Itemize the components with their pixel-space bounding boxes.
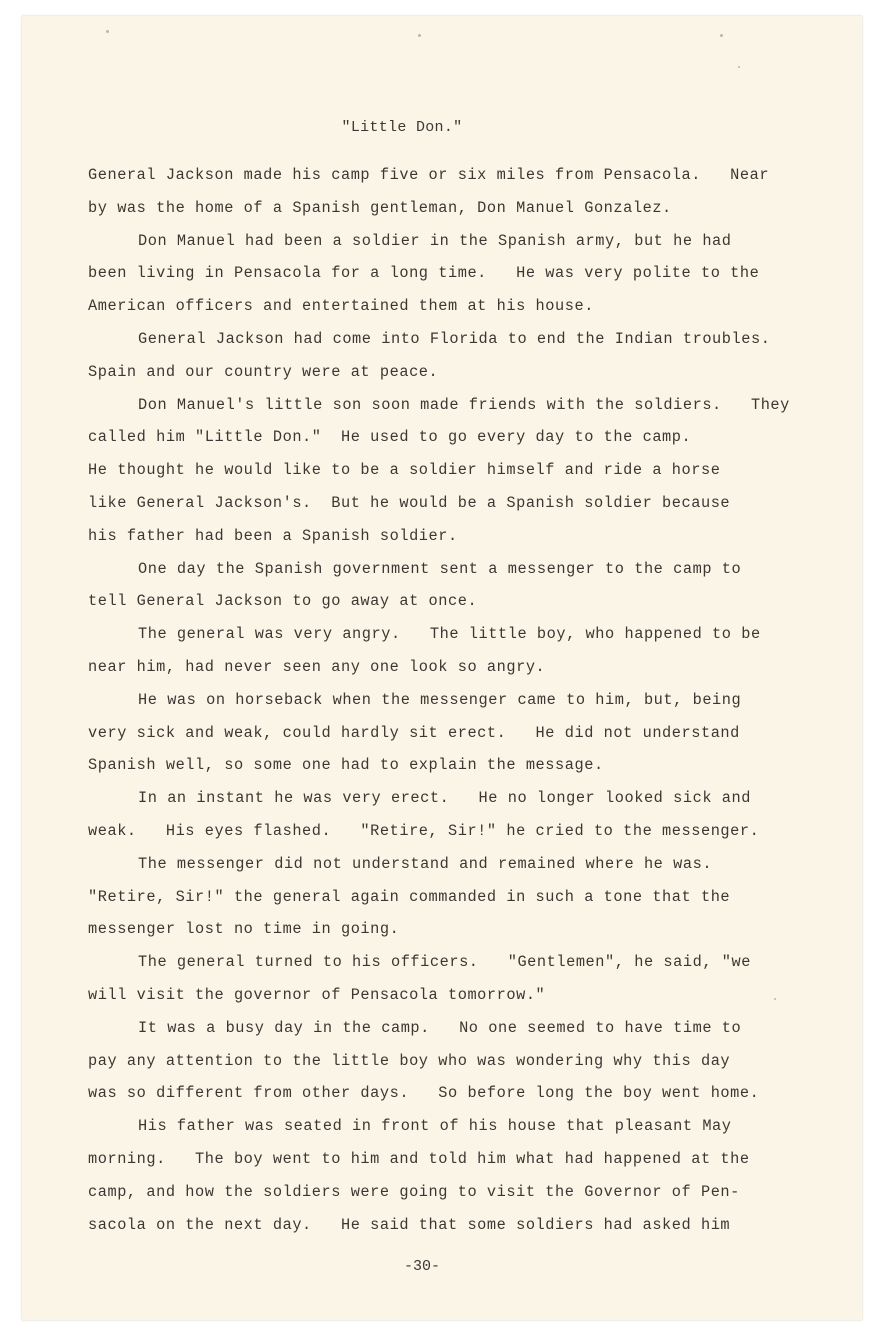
paper-speck (738, 66, 740, 68)
text-line: The messenger did not understand and remained where he was. (138, 854, 713, 873)
text-line: His father was seated in front of his house that pleasant May (138, 1117, 732, 1136)
text-line: will visit the governor of Pensacola tomorrow." (88, 986, 546, 1004)
text-line: Don Manuel had been a soldier in the Spanish army, but he had (138, 231, 732, 250)
text-line: The general was very angry. The little boy, who happened to be (138, 625, 761, 644)
text-line: General Jackson made his camp five or six miles from Pensacola. Near (88, 166, 770, 184)
text-line: "Retire, Sir!" the general again commanded in such a tone that the (88, 887, 731, 906)
text-line: American officers and entertained them at his house. (88, 297, 594, 316)
paper-speck (774, 998, 776, 1000)
text-line: camp, and how the soldiers were going to visit the Governor of Pen- (88, 1182, 740, 1201)
text-line: was so different from other days. So before long the boy went home. (88, 1084, 760, 1103)
text-line: In an instant he was very erect. He no longer looked sick and (138, 789, 751, 808)
page-title: "Little Don." (341, 119, 463, 136)
text-line: sacola on the next day. He said that some soldiers had asked him (88, 1215, 731, 1234)
text-line: Don Manuel's little son soon made friends with the soldiers. They (138, 395, 790, 414)
text-line: called him "Little Don." He used to go every day to the camp. (88, 428, 692, 447)
text-line: his father had been a Spanish soldier. (88, 526, 458, 545)
text-line: Spanish well, so some one had to explain the message. (88, 756, 604, 775)
paper-speck (418, 34, 421, 37)
text-line: He thought he would like to be a soldier himself and ride a horse (88, 461, 721, 480)
text-line: He was on horseback when the messenger came to him, but, being (138, 690, 742, 709)
paper-speck (106, 30, 109, 33)
text-line: It was a busy day in the camp. No one seemed to have time to (138, 1018, 742, 1037)
text-line: been living in Pensacola for a long time. He was very polite to the (88, 264, 760, 283)
text-line: The general turned to his officers. "Gentlemen", he said, "we (138, 953, 751, 972)
text-line: like General Jackson's. But he would be a Spanish soldier because (88, 494, 731, 512)
page-number: -30- (403, 1258, 440, 1275)
text-line: by was the home of a Spanish gentleman, Don Manuel Gonzalez. (88, 198, 672, 217)
text-line: near him, had never seen any one look so angry. (88, 658, 546, 676)
paper-speck (720, 34, 723, 37)
text-line: messenger lost no time in going. (88, 920, 400, 939)
text-line: very sick and weak, could hardly sit erect. He did not understand (88, 723, 740, 742)
text-line: General Jackson had come into Florida to end the Indian troubles. (138, 330, 771, 348)
text-line: One day the Spanish government sent a messenger to the camp to (138, 559, 742, 578)
text-line: pay any attention to the little boy who was wondering why this day (88, 1051, 731, 1070)
typewritten-page (22, 16, 862, 1320)
text-line: Spain and our country were at peace. (88, 362, 439, 381)
text-line: tell General Jackson to go away at once. (88, 592, 478, 611)
text-line: morning. The boy went to him and told him what had happened at the (88, 1150, 750, 1168)
text-line: weak. His eyes flashed. "Retire, Sir!" he cried to the messenger. (88, 822, 760, 840)
